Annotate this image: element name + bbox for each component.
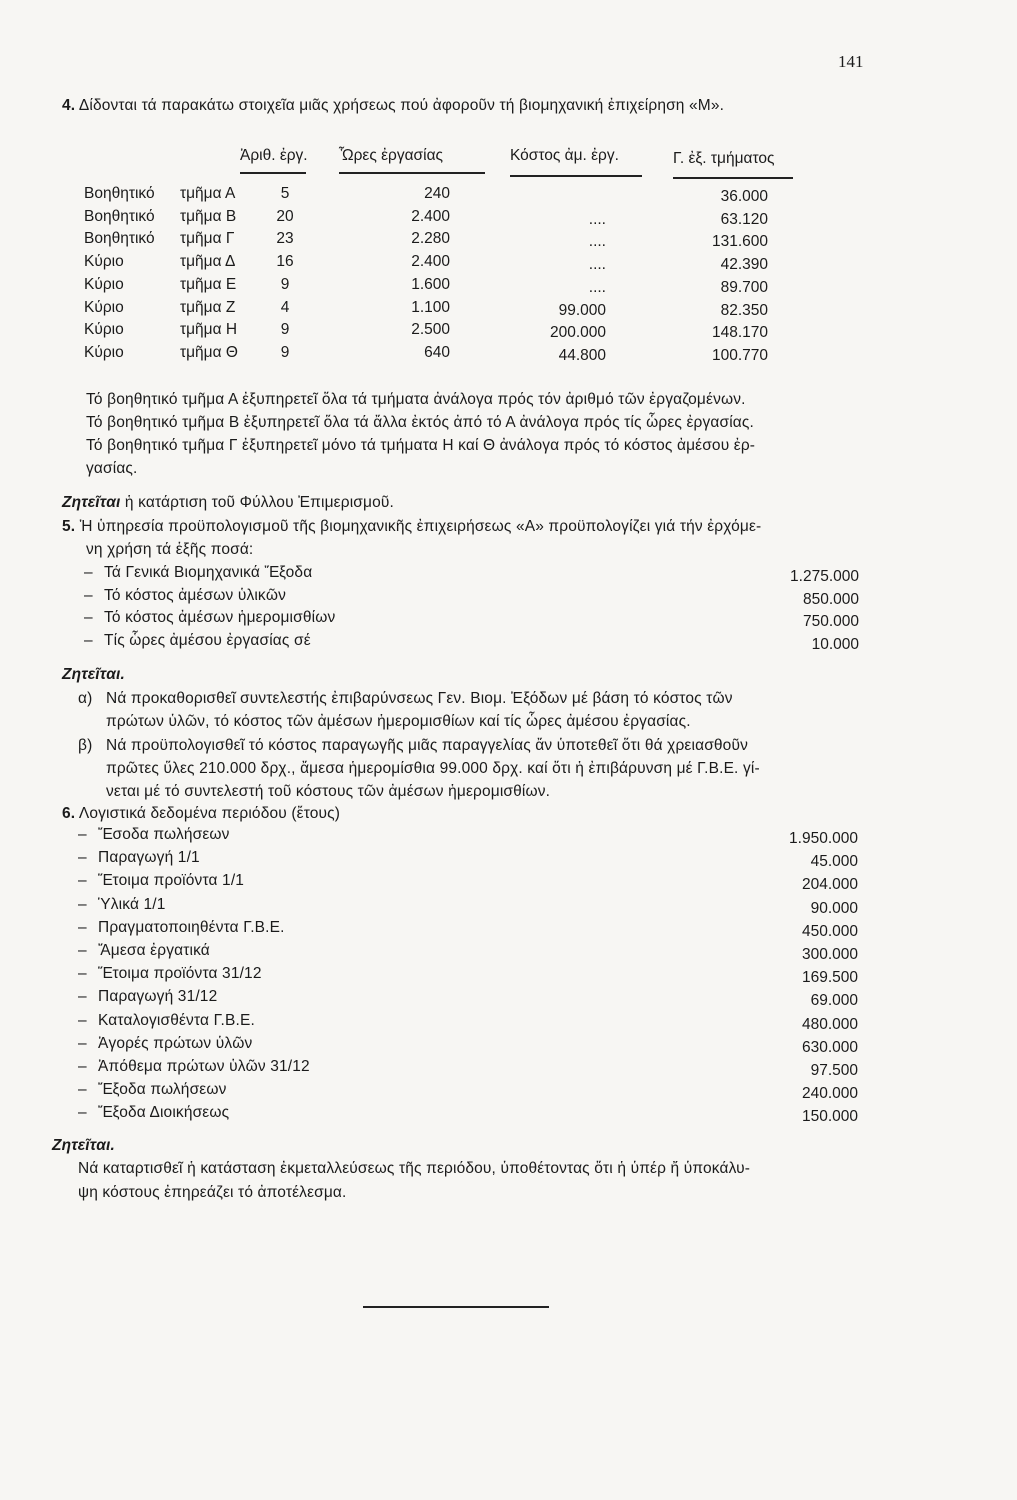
dash-mark: – <box>84 631 93 649</box>
row-type: Κύριο <box>84 276 124 293</box>
header-cost-rule <box>510 175 642 177</box>
row-workers: 9 <box>280 276 290 293</box>
ex5-intro-1 <box>62 518 761 536</box>
row-overhead: 82.350 <box>720 302 768 319</box>
ex5-item <box>84 609 335 627</box>
row-overhead: 36.000 <box>720 188 768 205</box>
ex5-intro-2: νη χρήση τά ἑξῆς ποσά: <box>86 541 254 558</box>
ex6-item-value: 630.000 <box>801 1038 858 1056</box>
ex6-item-label: Πραγματοποιηθέντα Γ.Β.Ε. <box>98 918 285 936</box>
ex6-number: 6. <box>62 805 76 822</box>
row-type: Κύριο <box>84 321 124 338</box>
row-type: Βοηθητικό <box>84 185 155 202</box>
ex6-ask-label <box>52 1137 115 1155</box>
page-number: 141 <box>838 52 864 71</box>
ex6-item-value: 45.000 <box>810 853 858 871</box>
ex6-item-label: Παραγωγή 31/12 <box>98 988 218 1006</box>
row-workers: 9 <box>280 344 290 361</box>
row-direct-cost: 200.000 <box>549 324 606 341</box>
ex6-item <box>78 872 244 890</box>
ex5-item <box>84 632 311 650</box>
ex6-item-label: Ἀπόθεμα πρώτων ὑλῶν 31/12 <box>98 1058 310 1075</box>
dash-mark: – <box>84 609 93 626</box>
ex4-ask <box>62 494 394 512</box>
ex6-ask-label-text: Ζητεῖται. <box>52 1137 115 1154</box>
ex6-item-label: Ἔσοδα πωλήσεων <box>98 826 230 843</box>
ex4-note-2: Τό βοηθητικό τμῆμα Β ἐξυπηρετεῖ ὅλα τά ἄλλα ἐκτός ἀπό τό Α ἀνάλογα πρός τίς ὧρες ἐργασίας. <box>86 414 754 431</box>
dash-mark: – <box>78 918 87 936</box>
row-dept: τμῆμα Ζ <box>180 299 236 316</box>
dash-mark: – <box>78 1104 87 1122</box>
header-overhead-rule <box>673 177 793 179</box>
ex6-item-value: 204.000 <box>801 876 858 894</box>
ex5-item-a-line-2: πρώτων ὑλῶν, τό κόστος τῶν ἀμέσων ἡμερομισθίων καί τίς ὧρες ἀμέσου ἐργασίας. <box>106 713 691 730</box>
ex6-item-label: Ὑλικά 1/1 <box>98 895 166 913</box>
ex6-item <box>78 988 217 1006</box>
ex6-ask-line-1: Νά καταρτισθεῖ ἡ κατάσταση ἐκμεταλλεύσεως τῆς περιόδου, ὑποθέτοντας ὅτι ἡ ὑπέρ ἤ ὑποκάλυ- <box>78 1160 751 1177</box>
ex5-item-value: 850.000 <box>802 590 859 608</box>
ex6-item <box>78 1058 310 1076</box>
ex6-item <box>78 896 166 914</box>
row-hours: 1.100 <box>411 299 450 316</box>
ex5-item-b-line-3: νεται μέ τό συντελεστή τοῦ κόστους τῶν ἀμέσων ἡμερομισθίων. <box>106 783 551 800</box>
header-workers: Ἀριθ. ἐργ. <box>240 147 308 164</box>
ex5-item-a-line-1: Νά προκαθορισθεῖ συντελεστής ἐπιβαρύνσεως Γεν. Βιομ. Ἐξόδων μέ βάση τό κόστος τῶν <box>106 690 733 707</box>
ex6-item <box>78 919 285 937</box>
row-dept: τμῆμα Θ <box>180 344 238 361</box>
dash-mark: – <box>78 872 87 890</box>
row-type: Βοηθητικό <box>84 230 155 247</box>
row-direct-cost: 44.800 <box>558 347 606 364</box>
ex6-item-label: Ἕτοιμα προϊόντα 31/12 <box>98 965 262 983</box>
ex5-number: 5. <box>62 518 76 535</box>
row-dept: τμῆμα Β <box>180 208 237 225</box>
row-workers: 9 <box>280 321 290 338</box>
ex6-item <box>78 1012 255 1030</box>
dash-mark: – <box>78 942 87 959</box>
header-cost: Κόστος ἀμ. ἐργ. <box>510 147 619 164</box>
ex4-intro-text: Δίδονται τά παρακάτω στοιχεῖα μιᾶς χρήσεως πού ἀφοροῦν τή βιομηχανική ἐπιχείρηση «Μ». <box>78 97 725 114</box>
ex6-item-label: Ἔξοδα Διοικήσεως <box>98 1104 230 1122</box>
ex6-item-label: Ἄμεσα ἐργατικά <box>98 942 210 959</box>
row-dept: τμῆμα Δ <box>180 253 236 270</box>
header-hours-rule <box>339 172 485 174</box>
ex6-item-value: 1.950.000 <box>789 830 858 847</box>
ex6-item-label: Καταλογισθέντα Γ.Β.Ε. <box>98 1011 255 1029</box>
ex6-item-value: 69.000 <box>810 992 858 1010</box>
ex6-ask-line-2: ψη κόστους ἐπηρεάζει τό ἀποτέλεσμα. <box>78 1184 347 1201</box>
ex5-item-label: Τίς ὧρες ἀμέσου ἐργασίας σέ <box>104 631 311 649</box>
ex5-intro-text-1: Ἡ ὑπηρεσία προϋπολογισμοῦ τῆς βιομηχανικῆς ἐπιχειρήσεως «Α» προϋπολογίζει γιά τήν ἐρχόμε- <box>79 518 762 535</box>
dash-mark: – <box>78 1034 87 1052</box>
dash-mark: – <box>78 965 87 983</box>
row-hours: 2.400 <box>411 253 450 270</box>
ex5-item-value: 10.000 <box>811 635 859 653</box>
row-workers: 20 <box>276 208 294 225</box>
row-workers: 4 <box>280 299 290 316</box>
ex6-item <box>78 1104 229 1122</box>
ex4-ask-label: Ζητεῖται <box>62 494 121 511</box>
row-hours: 1.600 <box>411 276 450 293</box>
row-direct-cost: 99.000 <box>558 302 606 319</box>
ex4-number: 4. <box>62 97 76 114</box>
row-direct-cost: .... <box>588 256 606 273</box>
ex6-item-value: 300.000 <box>801 946 858 963</box>
ex6-item-label: Ἕτοιμα προϊόντα 1/1 <box>98 872 245 890</box>
row-overhead: 131.600 <box>711 233 768 250</box>
ex6-item-value: 450.000 <box>801 922 858 940</box>
ex6-item-label: Παραγωγή 1/1 <box>98 849 200 867</box>
row-overhead: 100.770 <box>711 347 768 364</box>
ex6-item-value: 90.000 <box>810 899 858 917</box>
row-hours: 2.280 <box>411 230 450 247</box>
row-workers: 16 <box>276 253 294 270</box>
ex4-note-1: Τό βοηθητικό τμῆμα Α ἐξυπηρετεῖ ὅλα τά τμήματα ἀνάλογα πρός τόν ἀριθμό τῶν ἐργαζομένων. <box>86 391 746 408</box>
ex6-item-label: Ἔξοδα πωλήσεων <box>98 1081 227 1099</box>
header-workers-rule <box>240 172 306 174</box>
ex5-item-a-mark: α) <box>78 690 93 707</box>
row-dept: τμῆμα Η <box>180 321 238 338</box>
dash-mark: – <box>78 1011 87 1029</box>
row-direct-cost: .... <box>588 233 606 250</box>
ex6-item <box>78 826 230 844</box>
row-overhead: 89.700 <box>720 279 768 296</box>
dash-mark: – <box>78 1081 87 1099</box>
ex5-item-value: 750.000 <box>802 613 859 630</box>
ex5-ask-label <box>62 666 125 684</box>
row-dept: τμῆμα Ε <box>180 276 237 293</box>
row-overhead: 148.170 <box>711 324 768 341</box>
ex5-item <box>84 587 286 605</box>
row-type: Κύριο <box>84 299 124 316</box>
ex6-item-value: 97.500 <box>810 1062 858 1079</box>
ex6-item <box>78 1035 252 1053</box>
row-overhead: 63.120 <box>720 211 768 228</box>
ex6-item <box>78 965 262 983</box>
dash-mark: – <box>78 826 87 843</box>
ex6-item-value: 480.000 <box>801 1015 858 1033</box>
row-dept: τμῆμα Γ <box>180 230 235 247</box>
ex4-note-3: Τό βοηθητικό τμῆμα Γ ἐξυπηρετεῖ μόνο τά τμήματα Η καί Θ ἀνάλογα πρός τό κόστος ἀμέσου ἐρ- <box>86 437 756 454</box>
ex5-item <box>84 564 312 582</box>
ex4-intro <box>62 97 724 115</box>
row-hours: 240 <box>424 185 450 202</box>
row-type: Βοηθητικό <box>84 208 155 225</box>
row-hours: 640 <box>424 344 450 361</box>
row-direct-cost: .... <box>588 279 606 296</box>
row-hours: 2.500 <box>411 321 450 338</box>
ex5-item-label: Τά Γενικά Βιομηχανικά Ἔξοδα <box>104 564 313 581</box>
ex5-item-b-mark: β) <box>78 737 93 754</box>
header-overhead: Γ. ἐξ. τμήματος <box>673 150 775 167</box>
dash-mark: – <box>84 564 93 581</box>
ex4-ask-text: ἡ κατάρτιση τοῦ Φύλλου Ἐπιμερισμοῦ. <box>120 494 394 511</box>
row-type: Κύριο <box>84 344 124 361</box>
ex6-item-label: Ἀγορές πρώτων ὑλῶν <box>98 1034 253 1052</box>
row-dept: τμῆμα Α <box>180 185 236 202</box>
ex5-ask-label-text: Ζητεῖται. <box>62 666 125 683</box>
ex4-note-4: γασίας. <box>86 460 138 477</box>
ex6-intro <box>62 805 340 823</box>
ex5-item-label: Τό κόστος ἀμέσων ὑλικῶν <box>104 586 286 604</box>
header-hours: Ὧρες ἐργασίας <box>339 147 443 164</box>
row-type: Κύριο <box>84 253 124 270</box>
bottom-rule <box>363 1306 549 1308</box>
dash-mark: – <box>84 586 93 604</box>
ex6-item-value: 169.500 <box>801 969 858 987</box>
dash-mark: – <box>78 1058 87 1075</box>
ex6-item <box>78 1081 227 1099</box>
dash-mark: – <box>78 988 87 1006</box>
ex6-item-value: 240.000 <box>801 1085 858 1103</box>
row-overhead: 42.390 <box>720 256 768 273</box>
ex5-item-label: Τό κόστος ἀμέσων ἡμερομισθίων <box>104 609 336 626</box>
row-workers: 23 <box>276 230 294 247</box>
row-direct-cost: .... <box>588 211 606 228</box>
ex5-item-value: 1.275.000 <box>790 568 859 585</box>
dash-mark: – <box>78 849 87 867</box>
row-hours: 2.400 <box>411 208 450 225</box>
row-workers: 5 <box>280 185 290 202</box>
ex6-item <box>78 942 210 960</box>
ex6-item <box>78 849 200 867</box>
ex6-intro-text: Λογιστικά δεδομένα περιόδου (ἔτους) <box>78 805 341 822</box>
dash-mark: – <box>78 895 87 913</box>
ex5-item-b-line-1: Νά προϋπολογισθεῖ τό κόστος παραγωγῆς μιᾶς παραγγελίας ἄν ὑποτεθεῖ ὅτι θά χρειασθοῦν <box>106 737 748 754</box>
ex6-item-value: 150.000 <box>801 1108 858 1126</box>
ex5-item-b-line-2: πρῶτες ὕλες 210.000 δρχ., ἄμεσα ἡμερομίσθια 99.000 δρχ. καί ὅτι ἡ ἐπιβάρυνση μέ Γ.Β.Ε. γί- <box>106 760 760 777</box>
